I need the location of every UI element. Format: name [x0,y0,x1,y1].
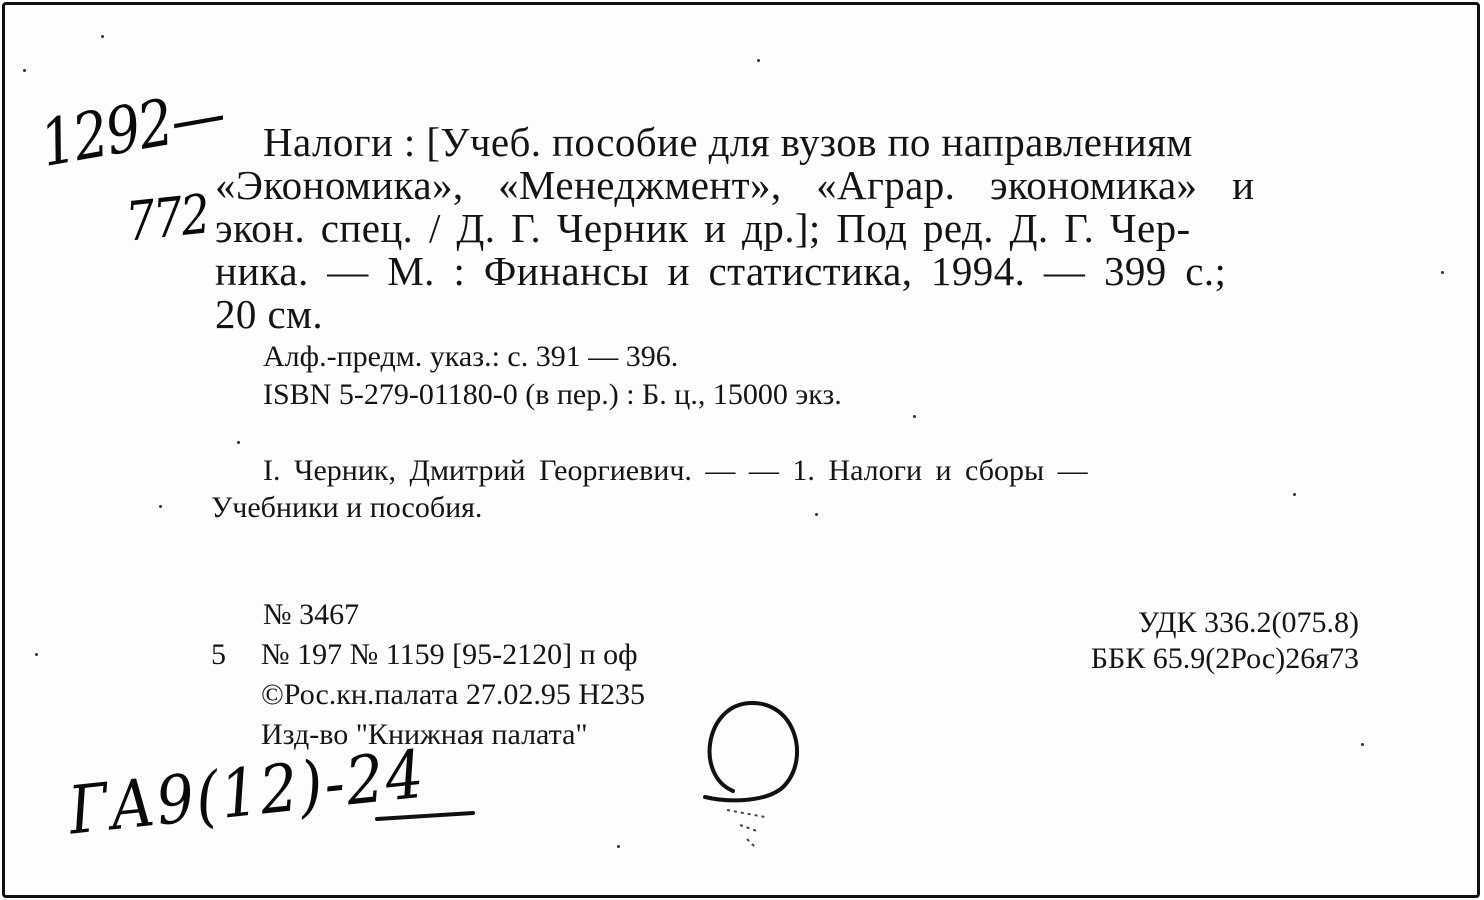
index-note: Алф.-предм. указ.: с. 391 — 396. [263,340,679,373]
scan-noise-mark [727,810,765,847]
scan-speck [913,415,916,418]
description-line-1: Налоги : [Учеб. пособие для вузов по направлениям [263,119,1193,165]
scan-speck [815,513,818,516]
handwritten-loop-mark [705,703,797,800]
copyright-line: ©Рос.кн.палата 27.02.95 Н235 [261,678,646,711]
scan-speck [1293,493,1296,496]
udk-code: УДК 336.2(075.8) [1137,606,1359,639]
bbk-code: ББК 65.9(2Рос)26я73 [1090,642,1359,675]
scan-speck [35,653,38,656]
isbn-line: ISBN 5-279-01180-0 (в пер.) : Б. ц., 15000 экз. [263,378,842,411]
tracings-line-1: I. Черник, Дмитрий Георгиевич. — — 1. Налоги и сборы — [263,454,1088,487]
catalog-number: № 3467 [263,598,360,631]
scan-speck [237,441,240,444]
description-line-4: ника. — М. : Финансы и статистика, 1994. — 399 с.; [215,248,1227,294]
scan-speck [1441,271,1444,274]
description-line-5: 20 см. [215,291,324,337]
scan-speck [101,35,104,38]
scan-speck [159,505,162,508]
handwritten-bottom-code: ГА9(12)-24 [65,735,429,850]
publisher-line: Изд-во "Книжная палата" [261,718,588,751]
catalog-numbers-line: № 197 № 1159 [95-2120] п оф [261,638,638,671]
catalog-card [2,2,1480,898]
scan-speck [23,69,26,72]
catalog-marker: 5 [211,638,226,671]
tracings-line-2: Учебники и пособия. [211,491,483,524]
scan-speck [617,845,620,848]
description-line-3: экон. спец. / Д. Г. Черник и др.]; Под ред. Д. Г. Чер- [215,205,1191,251]
description-line-2: «Экономика», «Менеджмент», «Аграр. экономика» и [215,162,1255,208]
handwritten-stroke [377,813,473,819]
handwritten-shelfmark-top: 1292— [35,76,230,182]
scan-speck [1361,743,1364,746]
hand-drawn-marks [5,5,1477,895]
scan-speck [757,59,760,62]
handwritten-shelfmark-second: 772 [123,182,212,254]
